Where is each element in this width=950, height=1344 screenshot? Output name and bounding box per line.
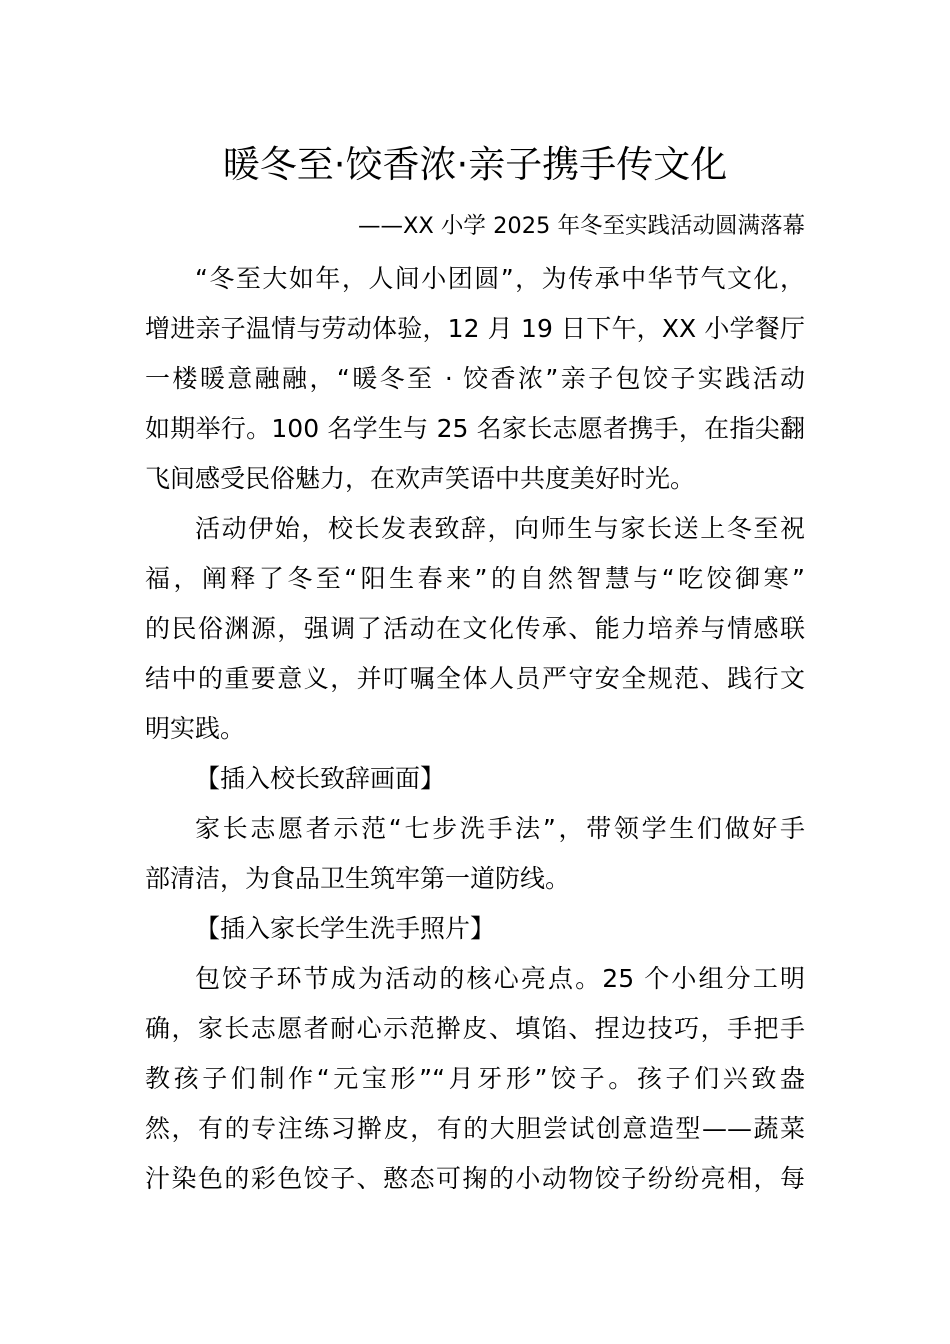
paragraph-2-line-1: 活动伊始，校长发表致辞，向师生与家长送上冬至祝	[195, 514, 805, 543]
paragraph-4-line-1: 包饺子环节成为活动的核心亮点。25 个小组分工明	[195, 964, 805, 993]
paragraph-2-line-3: 的民俗渊源，强调了活动在文化传承、能力培养与情感联	[145, 614, 805, 643]
paragraph-1-line-1: “冬至大如年，人间小团圆”，为传承中华节气文化，	[195, 264, 805, 293]
paragraph-1-line-5: 飞间感受民俗魅力，在欢声笑语中共度美好时光。	[145, 464, 696, 493]
document-subtitle: ——XX 小学 2025 年冬至实践活动圆满落幕	[357, 213, 805, 239]
paragraph-1-line-2: 增进亲子温情与劳动体验，12 月 19 日下午，XX 小学餐厅	[145, 314, 805, 343]
paragraph-3-line-1: 家长志愿者示范“七步洗手法”，带领学生们做好手	[195, 814, 805, 843]
paragraph-2-line-2: 福，阐释了冬至“阳生春来”的自然智慧与“吃饺御寒”	[145, 564, 805, 593]
document-title: 暖冬至·饺香浓·亲子携手传文化	[222, 143, 728, 186]
paragraph-2-line-4: 结中的重要意义，并叮嘱全体人员严守安全规范、践行文	[145, 664, 805, 693]
image-placeholder-principal-speech: 【插入校长致辞画面】	[195, 764, 446, 793]
paragraph-4-line-5: 汁染色的彩色饺子、憨态可掬的小动物饺子纷纷亮相，每	[145, 1164, 805, 1193]
paragraph-4-line-4: 然，有的专注练习擀皮，有的大胆尝试创意造型——蔬菜	[145, 1114, 805, 1143]
document-body	[145, 254, 805, 1204]
paragraph-1-line-4: 如期举行。100 名学生与 25 名家长志愿者携手，在指尖翻	[145, 414, 805, 443]
paragraph-1-line-3: 一楼暖意融融，“暖冬至 · 饺香浓”亲子包饺子实践活动	[145, 364, 805, 393]
paragraph-3-line-2: 部清洁，为食品卫生筑牢第一道防线。	[145, 864, 571, 893]
paragraph-2-line-5: 明实践。	[145, 714, 246, 743]
paragraph-4-line-3: 教孩子们制作“元宝形”“月牙形”饺子。孩子们兴致盎	[145, 1064, 805, 1093]
paragraph-4-line-2: 确，家长志愿者耐心示范擀皮、填馅、捏边技巧，手把手	[145, 1014, 805, 1043]
image-placeholder-handwashing-photo: 【插入家长学生洗手照片】	[195, 914, 496, 943]
